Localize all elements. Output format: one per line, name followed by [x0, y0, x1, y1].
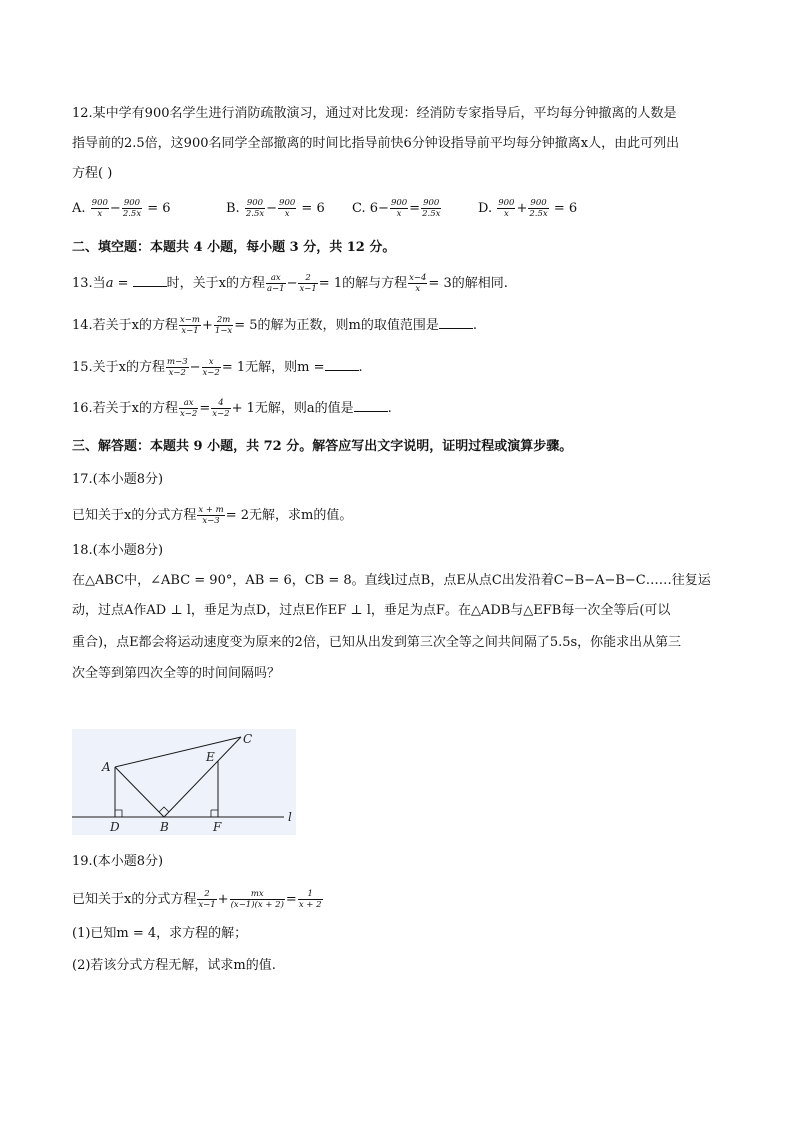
section-3-heading: 三、解答题：本题共 9 小题，共 72 分。解答应写出文字说明，证明过程或演算步骤。 — [72, 439, 573, 454]
q12-line-2: 指导前的2.5倍，这900名同学全部撤离的时间比指导前快6分钟设指导前平均每分钟撤离x人，由此可列出 — [72, 136, 680, 151]
answer-blank — [325, 358, 359, 371]
answer-blank — [354, 399, 388, 412]
fraction: $\frac{m-3}{x-2}$ — [167, 357, 188, 378]
fraction: $\frac{900}{x}$ — [279, 198, 296, 219]
q16: 16.若关于x的方程 $\frac{ax}{x-2}$ = $\frac{4}{x-2}$ + 1无解，则a的值是 . — [72, 398, 392, 419]
fraction: $\frac{mx}{(x-1)(x + 2)}$ — [230, 889, 284, 910]
q15: 15.关于x的方程 $\frac{m-3}{x-2}$ − $\frac{x}{x-2}$ = 1无解，则m = . — [72, 357, 363, 378]
q12-line-3: 方程( ) — [72, 166, 113, 181]
q12-option-b: B. $\frac{900}{2.5x}$ − $\frac{900}{x}$ = 6 — [226, 198, 325, 219]
fraction: $\frac{900}{2.5x}$ — [122, 198, 142, 219]
q12-option-c: C. 6− $\frac{900}{x}$ = $\frac{900}{2.5x}$ — [352, 198, 441, 219]
fraction: $\frac{2m}{1-x}$ — [214, 315, 233, 336]
q12-line-1: 12.某中学有900名学生进行消防疏散演习，通过对比发现：经消防专家指导后，平均每分钟撤离的人数是 — [72, 106, 677, 121]
q13: 13.当a = 时，关于x的方程 $\frac{ax}{a-1}$ − $\frac{2}{x-1}$ = 1的解与方程 $\frac{x-4}{x}$ = 3的解相同. — [72, 273, 508, 294]
q12-option-d: D. $\frac{900}{x}$ + $\frac{900}{2.5x}$ = 6 — [478, 198, 578, 219]
label-D: D — [110, 820, 120, 834]
label-F: F — [213, 820, 222, 834]
fraction: $\frac{900}{2.5x}$ — [529, 198, 548, 219]
fraction: $\frac{x-4}{x}$ — [409, 273, 427, 294]
q19-equation: 已知关于x的分式方程 $\frac{2}{x-1}$ + $\frac{mx}{(x-1)(x + 2)}$ = $\frac{1}{x + 2}$ — [72, 889, 322, 910]
q17-text: 已知关于x的分式方程 $\frac{x + m}{x-3}$ = 2无解，求m的值。 — [72, 505, 353, 526]
label-E: E — [206, 750, 215, 764]
fraction: $\frac{1}{x + 2}$ — [298, 889, 322, 910]
fraction: $\frac{900}{2.5x}$ — [422, 198, 441, 219]
q18-heading: 18.(本小题8分) — [72, 543, 164, 558]
q18-line-1: 在△ABC中，∠ABC = 90°，AB = 6，CB = 8。直线l过点B，点E从点C出发沿着C−B−A−B−C……往复运 — [72, 573, 711, 588]
fraction: $\frac{900}{x}$ — [91, 198, 108, 219]
q18-line-2: 动，过点A作AD ⊥ l，垂足为点D，过点E作EF ⊥ l，垂足为点F。在△ADB与△EFB每一次全等后(可以 — [72, 603, 671, 618]
label-B: B — [160, 820, 169, 834]
fraction: $\frac{ax}{x-2}$ — [180, 398, 198, 419]
triangle-figure — [72, 729, 296, 835]
q14: 14.若关于x的方程 $\frac{x-m}{x-1}$ + $\frac{2m}{1-x}$ = 5的解为正数，则m的取值范围是 . — [72, 315, 477, 336]
q12-option-a: A. $\frac{900}{x}$ − $\frac{900}{2.5x}$ = 6 — [72, 198, 171, 219]
fraction: $\frac{900}{x}$ — [498, 198, 515, 219]
q18-line-3: 重合)，点E都会将运动速度变为原来的2倍，已知从出发到第三次全等之间共间隔了5.5s，你能求出从第三 — [72, 635, 682, 650]
fraction: $\frac{x}{x-2}$ — [202, 357, 220, 378]
fraction: $\frac{4}{x-2}$ — [212, 398, 230, 419]
fraction: $\frac{900}{x}$ — [390, 198, 408, 219]
answer-blank — [439, 316, 473, 329]
fraction: $\frac{2}{x-1}$ — [198, 889, 216, 910]
figure-background — [72, 729, 296, 835]
answer-blank — [133, 274, 167, 287]
q17-heading: 17.(本小题8分) — [72, 472, 164, 487]
section-2-heading: 二、填空题：本题共 4 小题，每小题 3 分，共 12 分。 — [72, 240, 396, 255]
q18-line-4: 次全等到第四次全等的时间间隔吗？ — [72, 666, 281, 681]
fraction: $\frac{x-m}{x-1}$ — [180, 315, 200, 336]
fraction: $\frac{900}{2.5x}$ — [245, 198, 265, 219]
q19-heading: 19.(本小题8分) — [72, 854, 164, 869]
fraction: $\frac{x + m}{x-3}$ — [198, 505, 224, 526]
label-A: A — [102, 760, 111, 774]
label-C: C — [243, 732, 253, 746]
q19-part-1: (1)已知m = 4，求方程的解； — [72, 926, 248, 941]
fraction: $\frac{2}{x-1}$ — [299, 273, 317, 294]
q19-part-2: (2)若该分式方程无解，试求m的值. — [72, 958, 276, 973]
fraction: $\frac{ax}{a-1}$ — [266, 273, 285, 294]
label-l: l — [288, 810, 292, 824]
